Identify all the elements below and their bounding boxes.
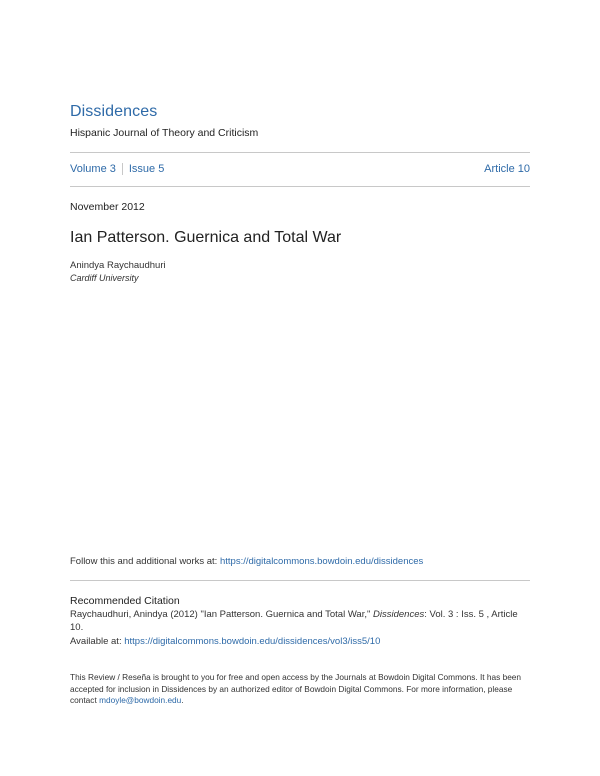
divider-top [70,152,530,153]
follow-link[interactable]: https://digitalcommons.bowdoin.edu/dissidences [219,556,424,567]
contact-email-link[interactable]: mdoyle@bowdoin.edu [99,695,182,705]
journal-subtitle: Hispanic Journal of Theory and Criticism [70,127,259,139]
recommended-citation-heading: Recommended Citation [70,595,180,607]
cover-page [70,0,530,776]
author-name: Anindya Raychaudhuri [70,260,166,271]
access-notice-text: This Review / Reseña is brought to you for free and open access by the Journals at Bowdoin Digital Commons. It has been accepted for inclusion in Dissidences by an authorized editor of Bowdoin Digital Commons. For more information, please contact [70,672,522,705]
publication-date: November 2012 [70,201,145,213]
divider-bottom [70,580,530,581]
journal-title[interactable]: Dissidences [70,103,158,120]
citation-start: Raychaudhuri, Anindya (2012) "Ian Patterson. Guernica and Total War," [70,609,374,620]
issue-link[interactable]: Issue 5 [128,163,165,175]
follow-prefix: Follow this and additional works at: [70,556,220,567]
issue-line [70,163,530,175]
divider-middle [70,186,530,187]
available-at-line [70,636,380,647]
access-notice [70,672,530,707]
article-link[interactable]: Article 10 [484,163,530,175]
available-prefix: Available at: [70,636,125,647]
citation-end: : Vol. 3 : Iss. 5 , Article 10. [70,609,518,633]
author-affiliation: Cardiff University [70,273,139,283]
volume-link[interactable]: Volume 3 [70,163,116,175]
issue-separator [122,163,123,175]
article-title: Ian Patterson. Guernica and Total War [70,229,342,246]
access-notice-end: . [181,695,184,705]
available-link[interactable]: https://digitalcommons.bowdoin.edu/dissidences/vol3/iss5/10 [124,636,381,647]
citation-journal: Dissidences [373,609,425,620]
follow-line [70,556,423,567]
citation-text [70,608,530,634]
